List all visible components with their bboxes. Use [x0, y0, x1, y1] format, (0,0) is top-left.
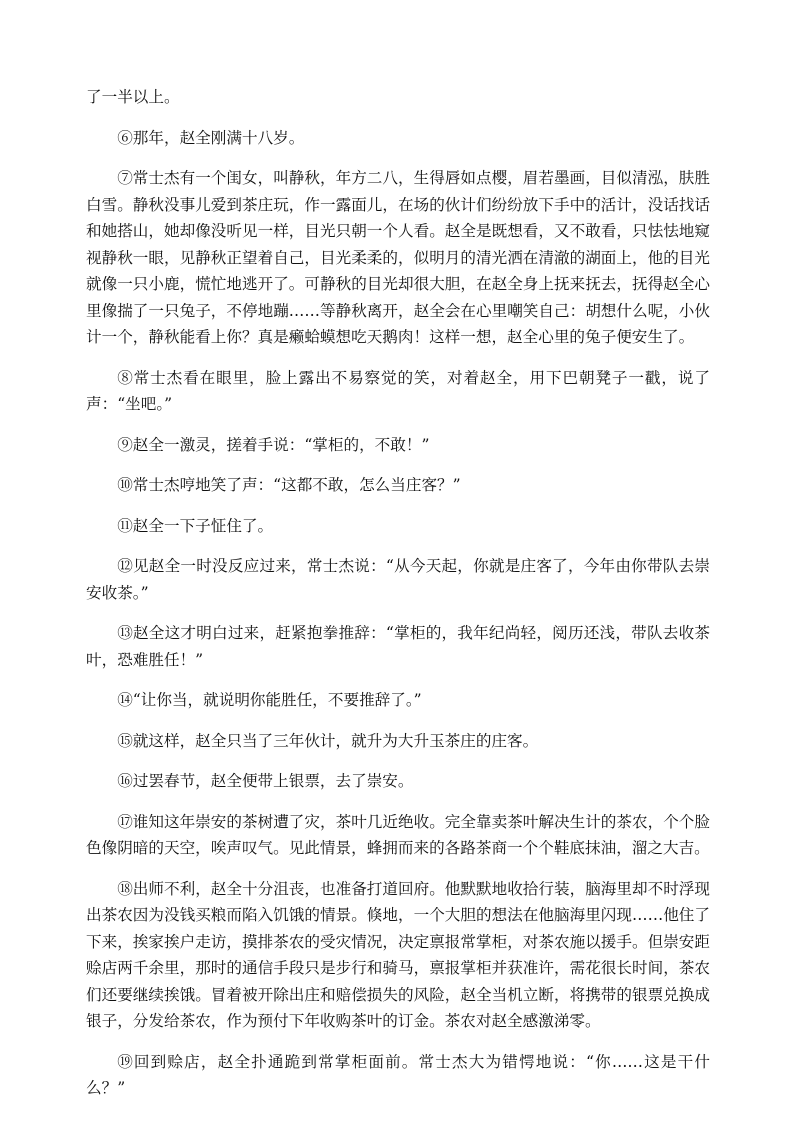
paragraph-9: ⑨赵全一激灵，搓着手说：“掌柜的，不敢！”: [117, 435, 430, 454]
paragraph-10: ⑩常士杰哼地笑了声：“这都不敢，怎么当庄客？”: [117, 476, 461, 494]
paragraph-17: ⑰谁知这年崇安的茶树遭了灾，茶叶几近绝收。完全靠卖茶叶解决生计的茶农，个个脸色像阴暗的天空，唉声叹气。见此情景，蜂拥而来的各路茶商一个个鞋底抹油，溜之大吉。: [86, 812, 710, 857]
paragraph-11: ⑪赵全一下子怔住了。: [117, 516, 274, 535]
paragraph-12: ⑫见赵全一时没反应过来，常士杰说：“从今天起，你就是庄客了，今年由你带队去崇安收茶。”: [86, 557, 710, 602]
paragraph-8: ⑧常士杰看在眼里，脸上露出不易察觉的笑，对着赵全，用下巴朝凳子一戳，说了声：“坐吧。”: [86, 368, 710, 413]
paragraph-7: ⑦常士杰有一个闺女，叫静秋，年方二八，生得唇如点樱，眉若墨画，目似清泓，肤胜白雪。静秋没事儿爱到茶庄玩，作一露面儿，在场的伙计们纷纷放下手中的活计，没话找话和她搭山，她却像没听见一样，目光只朝一个人看。赵全是既想看，又不敢看，只怯怯地窥视静秋一眼，见静秋正望着自己，目光柔柔的，似明月的清光洒在清澈的湖面上，他的目光就像一只小鹿，慌忙地逃开了。可静秋的目光却很大胆，在赵全身上抚来抚去，抚得赵全心里像揣了一只兔子，不停地蹦……等静秋离开，赵全会在心里嘲笑自己：胡想什么呢，小伙计一个，静秋能看上你？真是癞蛤蟆想吃天鹅肉！这样一想，赵全心里的兔子便安生了。: [86, 169, 710, 346]
story-text: [86, 84, 710, 1116]
paragraph-14: ⑭“让你当，就说明你能胜任，不要推辞了。”: [117, 691, 422, 709]
paragraph-6: ⑥那年，赵全刚满十八岁。: [117, 128, 305, 147]
paragraph-15: ⑮就这样，赵全只当了三年伙计，就升为大升玉茶庄的庄客。: [117, 731, 539, 750]
paragraph-16: ⑯过罢春节，赵全便带上银票，去了崇安。: [117, 772, 414, 790]
paragraph-18: ⑱出师不利，赵全十分沮丧，也准备打道回府。他默默地收拾行装，脑海里却不时浮现出茶农因为没钱买粮而陷入饥饿的情景。倏地，一个大胆的想法在他脑海里闪现……他住了下来，挨家挨户走访，摸排茶农的受灾情况，决定禀报常掌柜，对茶农施以援手。但崇安距赊店两千余里，那时的通信手段只是步行和骑马，禀报掌柜并获准许，需花很长时间，茶农们还要继续挨饿。冒着被开除出庄和赔偿损失的风险，赵全当机立断，将携带的银票兑换成银子，分发给茶农，作为预付下年收购茶叶的订金。茶农对赵全感激涕零。: [86, 879, 710, 1030]
paragraph-19: ⑲回到赊店，赵全扑通跪到常掌柜面前。常士杰大为错愕地说：“你……这是干什么？”: [86, 1052, 710, 1097]
paragraph-continuation: 了一半以上。: [86, 88, 180, 106]
paragraph-13: ⑬赵全这才明白过来，赶紧抱拳推辞：“掌柜的，我年纪尚轻，阅历还浅，带队去收茶叶，恐难胜任！”: [86, 624, 710, 669]
